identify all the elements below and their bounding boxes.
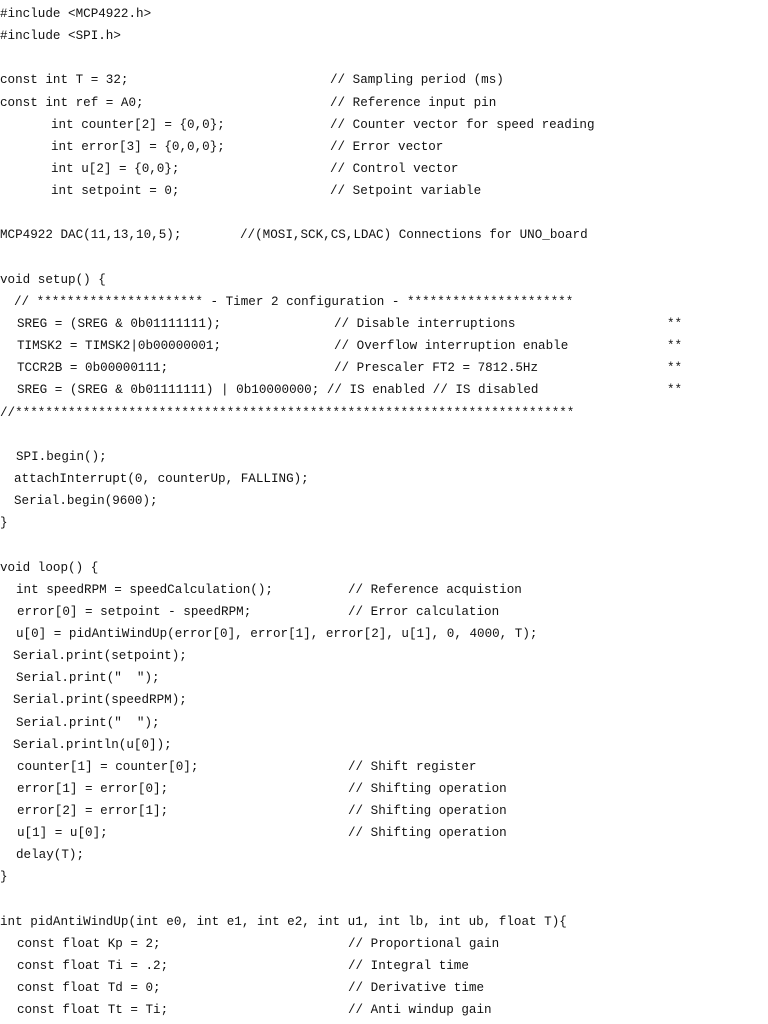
code-line xyxy=(0,712,768,734)
code-comment: // Reference acquistion xyxy=(348,582,522,597)
code-text: error[0] = setpoint - speedRPM; xyxy=(17,604,252,619)
code-text: //************************************************************************** xyxy=(0,405,575,420)
code-text: Serial.print(setpoint); xyxy=(13,649,187,664)
code-line xyxy=(0,158,768,180)
code-text: // ********************** - Timer 2 configuration - ********************** xyxy=(14,294,574,309)
blank-line xyxy=(0,889,768,911)
code-comment: // Error vector xyxy=(330,139,444,154)
code-comment: // Sampling period (ms) xyxy=(330,73,504,88)
code-text: SREG = (SREG & 0b01111111); xyxy=(17,316,222,331)
code-line xyxy=(0,468,768,490)
code-text: const float Td = 0; xyxy=(17,981,161,996)
code-text: void setup() { xyxy=(0,272,106,287)
code-text: } xyxy=(0,870,8,885)
code-text: u[0] = pidAntiWindUp(error[0], error[1], error[2], u[1], 0, 4000, T); xyxy=(16,626,538,641)
code-line xyxy=(0,579,768,601)
code-text: Serial.begin(9600); xyxy=(14,494,158,509)
code-text: attachInterrupt(0, counterUp, FALLING); xyxy=(14,471,309,486)
blank-line xyxy=(0,534,768,556)
code-suffix: ** xyxy=(667,383,683,398)
code-comment: // Overflow interruption enable xyxy=(334,339,569,354)
code-text: error[2] = error[1]; xyxy=(17,804,169,819)
blank-line xyxy=(0,247,768,269)
code-text: u[1] = u[0]; xyxy=(17,826,108,841)
code-text: int counter[2] = {0,0}; xyxy=(51,117,225,132)
code-line xyxy=(0,335,768,357)
code-line xyxy=(0,778,768,800)
code-line xyxy=(0,601,768,623)
code-line xyxy=(0,756,768,778)
code-line xyxy=(0,25,768,47)
code-text: SPI.begin(); xyxy=(16,449,107,464)
code-text: int pidAntiWindUp(int e0, int e1, int e2, int u1, int lb, int ub, float T){ xyxy=(0,914,567,929)
code-text: const float Tt = Ti; xyxy=(17,1003,169,1018)
code-text: MCP4922 DAC(11,13,10,5); xyxy=(0,228,182,243)
code-comment: // Control vector xyxy=(330,161,459,176)
code-line xyxy=(0,69,768,91)
code-comment: // Derivative time xyxy=(348,981,485,996)
blank-line xyxy=(0,47,768,69)
code-comment: // Anti windup gain xyxy=(348,1003,492,1018)
code-line xyxy=(0,911,768,933)
code-comment: // Setpoint variable xyxy=(330,184,482,199)
code-text: TCCR2B = 0b00000111; xyxy=(17,361,169,376)
code-comment: // Reference input pin xyxy=(330,95,497,110)
code-line xyxy=(0,224,768,246)
code-line xyxy=(0,866,768,888)
code-comment: // Shift register xyxy=(348,759,477,774)
code-text: SREG = (SREG & 0b01111111) | 0b10000000; // IS enabled // IS disabled xyxy=(17,383,539,398)
code-text: #include <MCP4922.h> xyxy=(0,7,152,21)
code-line xyxy=(0,557,768,579)
code-comment: // Shifting operation xyxy=(348,781,507,796)
code-line xyxy=(0,689,768,711)
code-line xyxy=(0,623,768,645)
code-line xyxy=(0,180,768,202)
code-suffix: ** xyxy=(667,361,683,376)
code-line xyxy=(0,933,768,955)
code-text: int setpoint = 0; xyxy=(51,184,180,199)
code-text: const float Ti = .2; xyxy=(17,959,169,974)
code-line xyxy=(0,490,768,512)
code-comment: // Disable interruptions xyxy=(334,316,516,331)
code-comment: // Error calculation xyxy=(348,604,500,619)
code-text: Serial.println(u[0]); xyxy=(13,737,172,752)
code-text: const float Kp = 2; xyxy=(17,936,161,951)
code-line xyxy=(0,999,768,1021)
code-suffix: ** xyxy=(667,339,683,354)
code-comment: // Integral time xyxy=(348,959,469,974)
code-line xyxy=(0,92,768,114)
code-comment: //(MOSI,SCK,CS,LDAC) Connections for UNO_board xyxy=(240,228,588,243)
code-text: int u[2] = {0,0}; xyxy=(51,161,180,176)
code-text: error[1] = error[0]; xyxy=(17,781,169,796)
code-line xyxy=(0,291,768,313)
code-line xyxy=(0,446,768,468)
code-line xyxy=(0,977,768,999)
code-text: Serial.print(" "); xyxy=(16,671,160,686)
code-text: TIMSK2 = TIMSK2|0b00000001; xyxy=(17,339,222,354)
code-suffix: ** xyxy=(667,316,683,331)
code-text: Serial.print(" "); xyxy=(16,715,160,730)
code-comment: // Counter vector for speed reading xyxy=(330,117,595,132)
code-line xyxy=(0,822,768,844)
code-line xyxy=(0,645,768,667)
code-comment: // Prescaler FT2 = 7812.5Hz xyxy=(334,361,539,376)
code-line xyxy=(0,357,768,379)
code-text: int error[3] = {0,0,0}; xyxy=(51,139,225,154)
code-text: Serial.print(speedRPM); xyxy=(13,693,187,708)
code-text: } xyxy=(0,516,8,531)
code-line xyxy=(0,734,768,756)
blank-line xyxy=(0,424,768,446)
code-comment: // Shifting operation xyxy=(348,804,507,819)
code-text: delay(T); xyxy=(16,848,85,863)
code-text: const int ref = A0; xyxy=(0,95,144,110)
code-line xyxy=(0,379,768,401)
code-line xyxy=(0,844,768,866)
code-line xyxy=(0,800,768,822)
code-text: const int T = 32; xyxy=(0,73,129,88)
code-line xyxy=(0,512,768,534)
code-text: void loop() { xyxy=(0,560,99,575)
code-line xyxy=(0,402,768,424)
code-line xyxy=(0,667,768,689)
code-text: counter[1] = counter[0]; xyxy=(17,759,199,774)
code-listing xyxy=(0,3,768,1021)
code-line xyxy=(0,136,768,158)
blank-line xyxy=(0,202,768,224)
code-line xyxy=(0,114,768,136)
code-text: int speedRPM = speedCalculation(); xyxy=(16,582,273,597)
code-line xyxy=(0,313,768,335)
code-line xyxy=(0,3,768,25)
code-text: #include <SPI.h> xyxy=(0,29,121,44)
code-comment: // Proportional gain xyxy=(348,936,500,951)
code-line xyxy=(0,269,768,291)
code-line xyxy=(0,955,768,977)
code-comment: // Shifting operation xyxy=(348,826,507,841)
